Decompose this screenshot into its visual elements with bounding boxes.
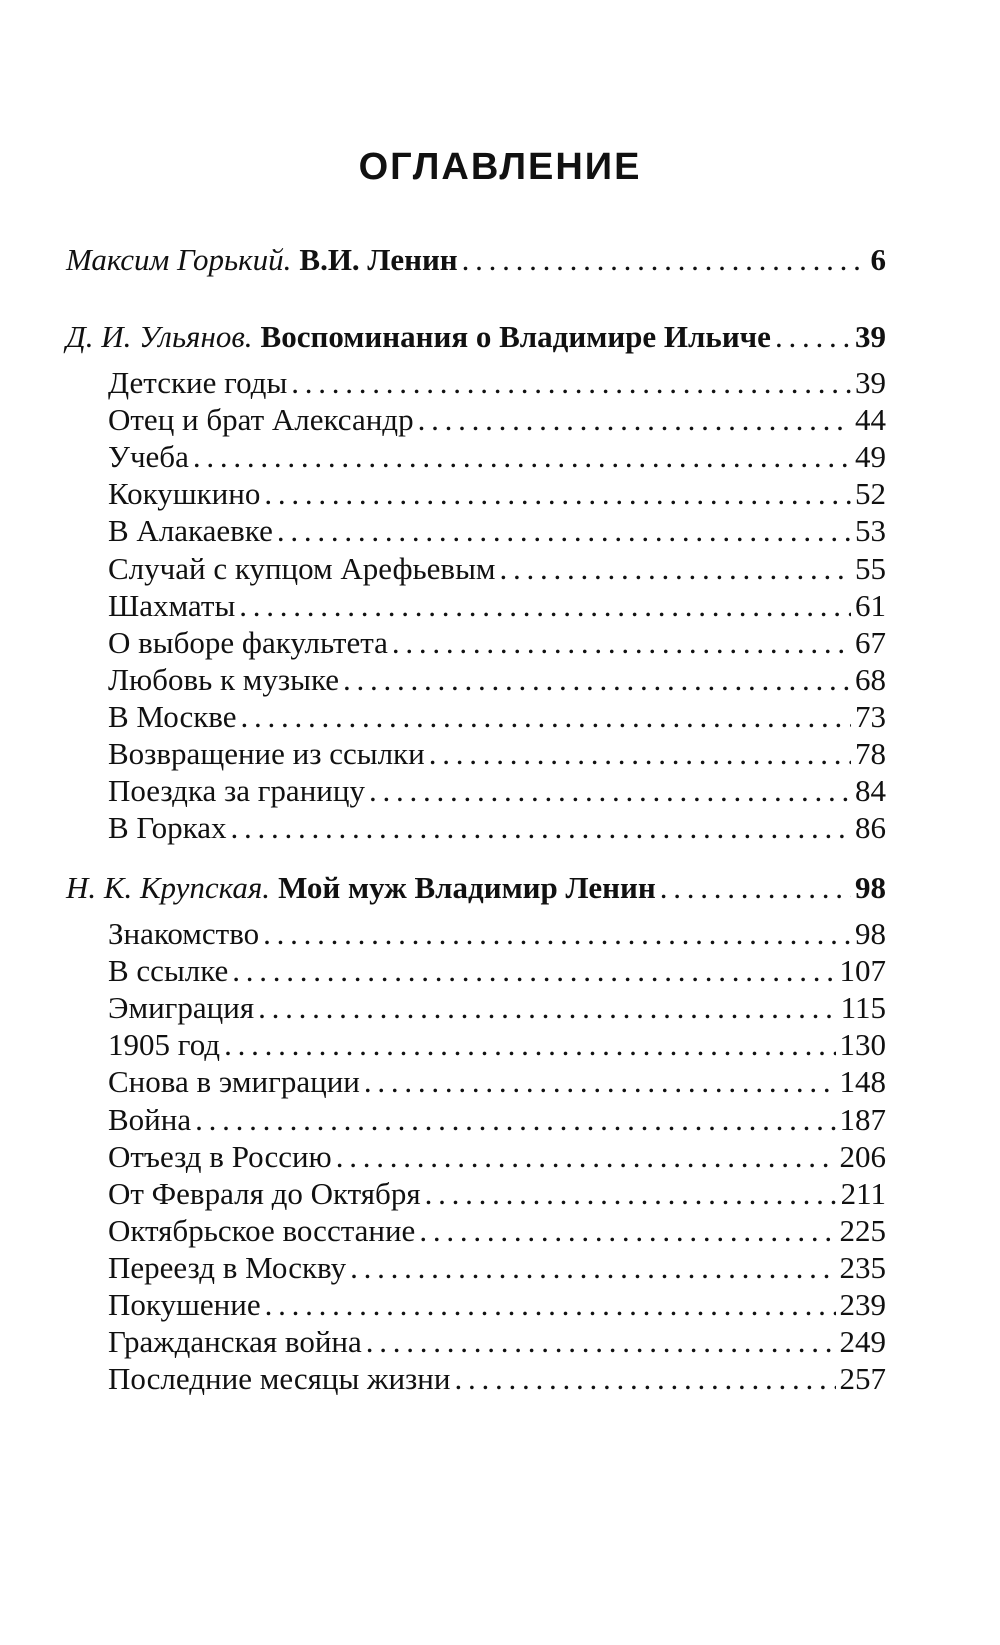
toc-chapter-entry[interactable] bbox=[108, 771, 886, 811]
chapter-title: Покушение bbox=[108, 1287, 261, 1322]
toc-chapter-entry[interactable] bbox=[108, 363, 886, 403]
chapter-page-number: 211 bbox=[840, 1175, 886, 1211]
toc-chapter-entry[interactable] bbox=[108, 511, 886, 551]
dot-leader bbox=[419, 1211, 835, 1251]
dot-leader bbox=[462, 240, 867, 280]
toc-chapter-entry[interactable] bbox=[108, 660, 886, 700]
toc-chapter-entry[interactable] bbox=[108, 1025, 886, 1065]
chapter-title: Отъезд в Россию bbox=[108, 1138, 332, 1174]
toc-chapter-entry[interactable] bbox=[108, 1211, 886, 1251]
dot-leader bbox=[775, 317, 851, 357]
toc-chapter-entry[interactable] bbox=[108, 914, 886, 954]
dot-leader bbox=[350, 1248, 835, 1288]
dot-leader bbox=[239, 586, 851, 626]
section-author: Д. И. Ульянов. bbox=[66, 319, 253, 354]
chapter-page-number: 86 bbox=[855, 810, 886, 846]
dot-leader bbox=[224, 1025, 835, 1065]
chapter-title: Случай с купцом Арефьевым bbox=[108, 550, 496, 586]
chapter-title: О выборе факультета bbox=[108, 624, 388, 660]
dot-leader bbox=[364, 1062, 836, 1102]
dot-leader bbox=[263, 914, 851, 954]
toc-chapter-entry[interactable] bbox=[108, 734, 886, 774]
chapter-page-number: 78 bbox=[855, 736, 886, 771]
section-work-title: В.И. Ленин bbox=[299, 242, 458, 277]
chapter-page-number: 148 bbox=[839, 1064, 886, 1100]
chapter-page-number: 61 bbox=[855, 587, 886, 623]
chapter-page-number: 187 bbox=[839, 1101, 886, 1137]
toc-chapter-entry[interactable] bbox=[108, 549, 886, 589]
chapter-page-number: 206 bbox=[839, 1138, 886, 1174]
chapter-page-number: 39 bbox=[855, 365, 886, 400]
dot-leader bbox=[232, 951, 835, 991]
dot-leader bbox=[418, 400, 851, 440]
chapter-title: Любовь к музыке bbox=[108, 661, 340, 697]
chapter-title: Октябрьское восстание bbox=[108, 1212, 416, 1248]
dot-leader bbox=[193, 437, 851, 477]
chapter-title: В Алакаевке bbox=[108, 513, 273, 549]
chapter-title: 1905 год bbox=[108, 1027, 221, 1063]
chapter-title: От Февраля до Октября bbox=[108, 1175, 421, 1211]
chapter-title: Переезд в Москву bbox=[108, 1249, 347, 1285]
toc-chapter-entry[interactable] bbox=[108, 808, 886, 848]
dot-leader bbox=[336, 1137, 836, 1177]
section-page-number: 6 bbox=[870, 242, 886, 277]
toc-section-entry[interactable] bbox=[66, 868, 886, 908]
toc-chapter-entry[interactable] bbox=[108, 400, 886, 440]
chapter-page-number: 55 bbox=[855, 550, 886, 586]
section-author: Максим Горький. bbox=[66, 242, 292, 277]
chapter-page-number: 115 bbox=[840, 990, 886, 1026]
chapter-title: Последние месяцы жизни bbox=[108, 1361, 451, 1397]
chapter-title: Кокушкино bbox=[108, 476, 261, 512]
toc-section-entry[interactable] bbox=[66, 240, 886, 280]
toc-chapter-entry[interactable] bbox=[108, 951, 886, 991]
chapter-title: В Горках bbox=[108, 810, 227, 846]
chapter-page-number: 249 bbox=[839, 1324, 886, 1360]
dot-leader bbox=[258, 988, 837, 1028]
chapter-page-number: 67 bbox=[855, 624, 886, 660]
dot-leader bbox=[392, 623, 851, 663]
dot-leader bbox=[265, 1285, 836, 1325]
toc-chapter-entry[interactable] bbox=[108, 623, 886, 663]
dot-leader bbox=[660, 868, 851, 908]
toc-chapter-entry[interactable] bbox=[108, 474, 886, 514]
toc-chapter-entry[interactable] bbox=[108, 437, 886, 477]
chapter-title: Поездка за границу bbox=[108, 773, 365, 809]
dot-leader bbox=[366, 1322, 836, 1362]
dot-leader bbox=[369, 771, 851, 811]
toc-chapter-entry[interactable] bbox=[108, 1322, 886, 1362]
chapter-page-number: 235 bbox=[839, 1249, 886, 1285]
chapter-page-number: 49 bbox=[855, 439, 886, 475]
chapter-title: Учеба bbox=[108, 439, 189, 475]
toc-section-entry[interactable] bbox=[66, 317, 886, 357]
toc-chapter-entry[interactable] bbox=[108, 1359, 886, 1399]
chapter-page-number: 107 bbox=[839, 953, 886, 989]
chapter-page-number: 130 bbox=[839, 1027, 886, 1063]
chapter-page-number: 52 bbox=[855, 476, 886, 512]
chapter-page-number: 239 bbox=[839, 1287, 886, 1322]
dot-leader bbox=[291, 363, 851, 403]
section-work-title: Воспоминания о Владимире Ильиче bbox=[260, 319, 771, 354]
chapter-page-number: 68 bbox=[855, 661, 886, 697]
dot-leader bbox=[195, 1100, 835, 1140]
chapter-title: Война bbox=[108, 1101, 192, 1137]
section-page-number: 39 bbox=[855, 319, 886, 354]
chapter-title: Возвращение из ссылки bbox=[108, 736, 425, 771]
dot-leader bbox=[429, 734, 851, 774]
dot-leader bbox=[454, 1359, 835, 1399]
dot-leader bbox=[277, 511, 851, 551]
page-title: ОГЛАВЛЕНИЕ bbox=[358, 146, 642, 188]
toc-chapter-entry[interactable] bbox=[108, 1137, 886, 1177]
section-page-number: 98 bbox=[855, 870, 886, 905]
chapter-page-number: 73 bbox=[855, 698, 886, 734]
section-work-title: Мой муж Владимир Ленин bbox=[278, 870, 656, 905]
toc-chapter-entry[interactable] bbox=[108, 1062, 886, 1102]
chapter-title: Шахматы bbox=[108, 587, 236, 623]
chapter-page-number: 53 bbox=[855, 513, 886, 549]
chapter-page-number: 257 bbox=[839, 1361, 886, 1397]
section-author: Н. К. Крупская. bbox=[66, 870, 271, 905]
toc-chapter-entry[interactable] bbox=[108, 988, 886, 1028]
chapter-title: Знакомство bbox=[108, 916, 260, 951]
dot-leader bbox=[230, 808, 851, 848]
dot-leader bbox=[425, 1174, 837, 1214]
toc-chapter-entry[interactable] bbox=[108, 1174, 886, 1214]
chapter-page-number: 84 bbox=[855, 773, 886, 809]
chapter-title: Отец и брат Александр bbox=[108, 402, 414, 438]
dot-leader bbox=[500, 549, 851, 589]
chapter-title: Снова в эмиграции bbox=[108, 1064, 360, 1100]
toc-chapter-entry[interactable] bbox=[108, 1100, 886, 1140]
chapter-title: Эмиграция bbox=[108, 990, 255, 1026]
dot-leader bbox=[241, 697, 851, 737]
chapter-title: В Москве bbox=[108, 698, 237, 734]
chapter-title: Гражданская война bbox=[108, 1324, 362, 1360]
toc-chapter-entry[interactable] bbox=[108, 1285, 886, 1325]
chapter-page-number: 44 bbox=[855, 402, 886, 438]
dot-leader bbox=[343, 660, 851, 700]
chapter-title: В ссылке bbox=[108, 953, 229, 989]
toc-chapter-entry[interactable] bbox=[108, 586, 886, 626]
chapter-page-number: 225 bbox=[839, 1212, 886, 1248]
chapter-page-number: 98 bbox=[855, 916, 886, 951]
chapter-title: Детские годы bbox=[108, 365, 288, 400]
dot-leader bbox=[264, 474, 851, 514]
toc-chapter-entry[interactable] bbox=[108, 1248, 886, 1288]
toc-chapter-entry[interactable] bbox=[108, 697, 886, 737]
